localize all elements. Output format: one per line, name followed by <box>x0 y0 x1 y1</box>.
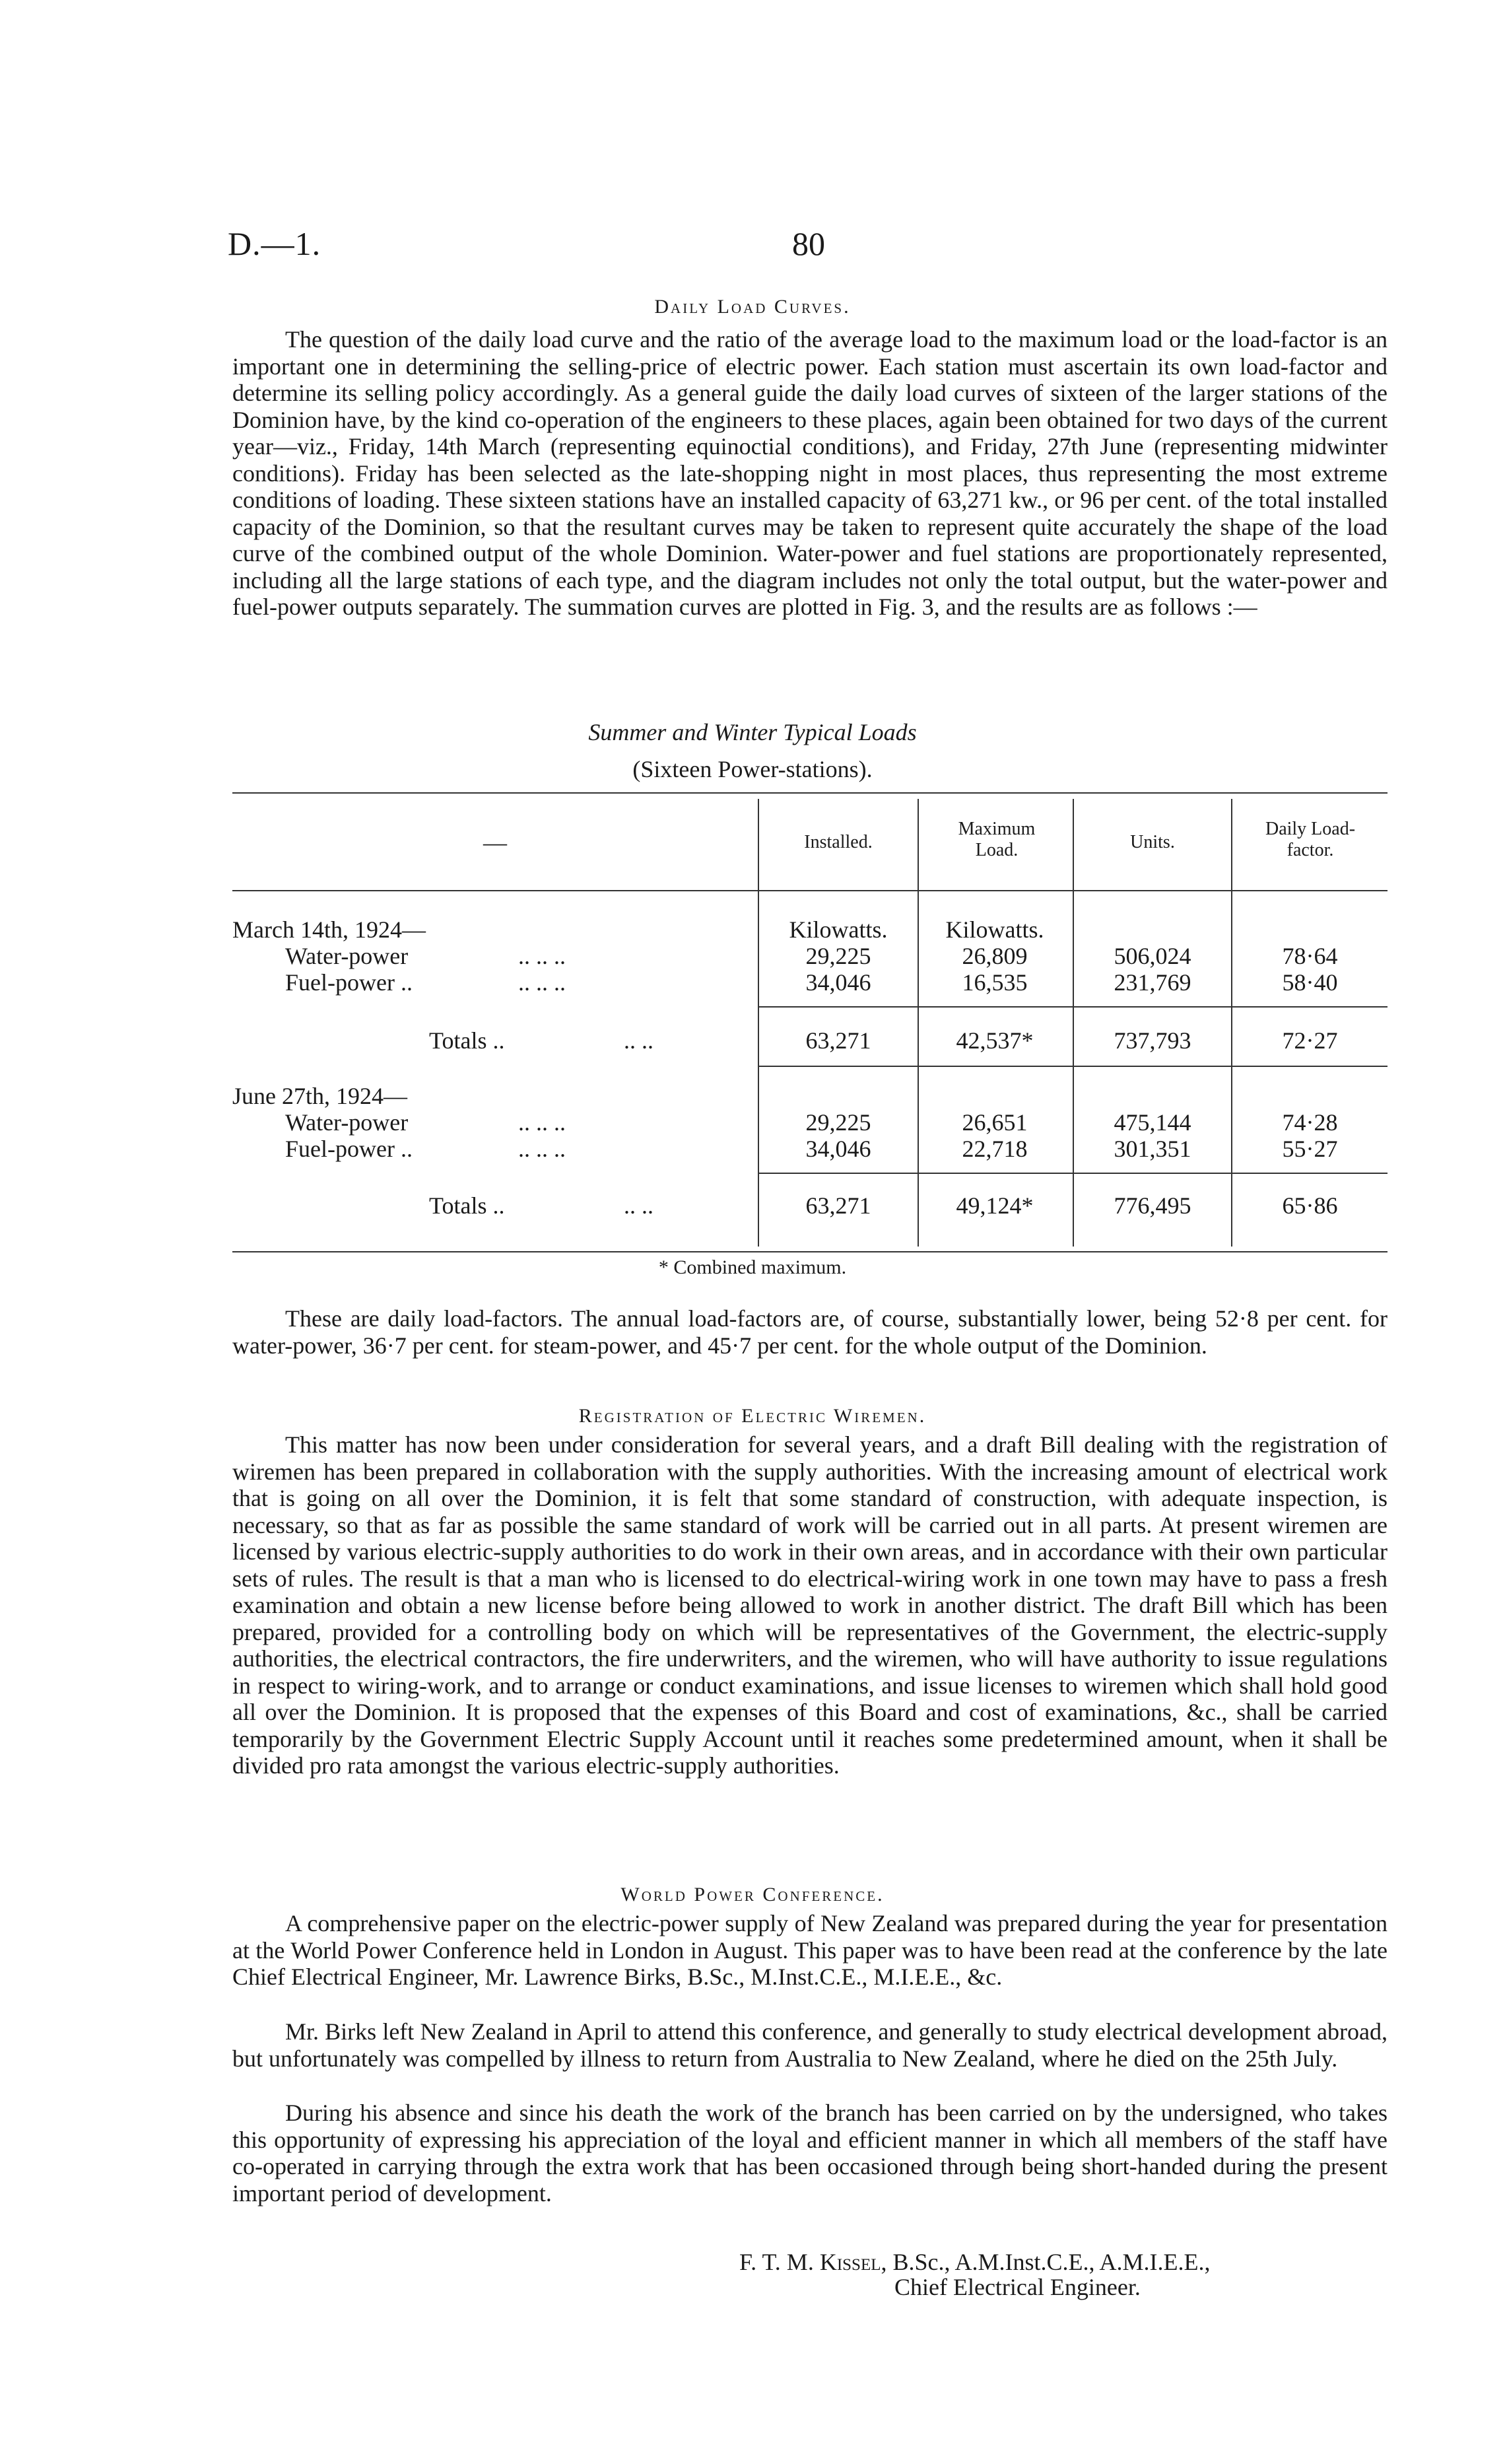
cell-installed: 63,271 <box>805 1027 871 1054</box>
table-bottom-rule <box>232 1251 1388 1252</box>
row-label: Totals .. <box>429 1192 505 1219</box>
header-maximum-load: Maximum Load. <box>958 819 1036 860</box>
row-label: Totals .. <box>429 1027 505 1054</box>
row-leaders: .. .. .. <box>518 969 566 996</box>
cell-units: 737,793 <box>1114 1027 1191 1054</box>
table-top-rule <box>232 792 1388 794</box>
section-heading-registration: Registration of Electric Wiremen. <box>578 1405 927 1427</box>
cell-maximum-load: 16,535 <box>962 969 1028 996</box>
row-leaders: .. .. .. <box>518 943 566 969</box>
cell-load-factor: 72·27 <box>1282 1027 1338 1054</box>
row-label: Water-power <box>285 1109 409 1136</box>
cell-load-factor: 78·64 <box>1282 943 1338 969</box>
cell-maximum-load: 49,124* <box>956 1192 1034 1219</box>
table-subtitle: (Sixteen Power-stations). <box>632 756 873 782</box>
document-code: D.—1. <box>228 225 321 262</box>
cell-installed: 29,225 <box>805 943 871 969</box>
cell-maximum-load: 42,537* <box>956 1027 1034 1054</box>
cell-load-factor: 55·27 <box>1282 1136 1338 1162</box>
units-maximum-load: Kilowatts. <box>945 916 1044 943</box>
cell-maximum-load: 26,651 <box>962 1109 1028 1136</box>
cell-installed: 34,046 <box>805 969 871 996</box>
cell-units: 301,351 <box>1114 1136 1191 1162</box>
cell-units: 475,144 <box>1114 1109 1191 1136</box>
paragraph-world-power-1: A comprehensive paper on the electric-power supply of New Zealand was prepared during the year for presentation at the World Power Conference held in London in August. This paper was to have been read at the conference by the late Chief Electrical Engineer, Mr. Lawrence Birks, B.Sc., M.Inst.C.E., M.I.E.E., &c. <box>232 1910 1388 1990</box>
page-number: 80 <box>792 225 825 262</box>
cell-installed: 29,225 <box>805 1109 871 1136</box>
section-heading-world-power: World Power Conference. <box>620 1884 885 1905</box>
group-label-march: March 14th, 1924— <box>232 916 426 943</box>
signature-line <box>739 2248 1211 2276</box>
column-divider <box>918 799 919 1247</box>
totals-rule <box>758 1066 1388 1067</box>
column-divider <box>1231 799 1232 1247</box>
cell-load-factor: 65·86 <box>1282 1192 1338 1219</box>
units-installed: Kilowatts. <box>789 916 888 943</box>
row-label: Fuel-power .. <box>285 1136 413 1162</box>
column-divider <box>758 799 759 1247</box>
paragraph-world-power-3: During his absence and since his death the work of the branch has been carried on by the undersigned, who takes this opportunity of expressing his appreciation of the loyal and efficient manner in which all members of the staff have co-operated in carrying through the extra work that has been occasioned through being short-handed during the present important period of development. <box>232 2100 1388 2207</box>
cell-units: 776,495 <box>1114 1192 1191 1219</box>
cell-installed: 34,046 <box>805 1136 871 1162</box>
paragraph-daily-load: The question of the daily load curve and the ratio of the average load to the maximum load or the load-factor is an important one in determining the selling-price of electric power. Each station must ascertain its own load-factor and determine its selling policy accordingly. As a general guide the daily load curves of sixteen of the larger stations of the Dominion have, by the kind co-operation of the engineers to these places, again been obtained for two days of the current year—viz., Friday, 14th March (representing equinoctial conditions), and Friday, 27th June (representing midwinter conditions). Friday has been selected as the late-shopping night in most places, thus representing the most extreme conditions of loading. These sixteen stations have an installed capacity of 63,271 kw., or 96 per cent. of the total installed capacity of the Dominion, so that the resultant curves may be taken to represent quite accurately the shape of the load curve of the combined output of the whole Dominion. Water-power and fuel stations are proportionately represented, including all the large stations of each type, and the diagram includes not only the total output, but the water-power and fuel-power outputs separately. The summation curves are plotted in Fig. 3, and the results are as follows :— <box>232 326 1388 620</box>
header-blank: — <box>483 829 507 856</box>
header-units: Units. <box>1130 832 1175 852</box>
row-label: Fuel-power .. <box>285 969 413 996</box>
column-divider <box>1073 799 1074 1247</box>
row-leaders: .. .. .. <box>518 1109 566 1136</box>
header-installed: Installed. <box>804 832 873 852</box>
cell-installed: 63,271 <box>805 1192 871 1219</box>
group-label-june: June 27th, 1924— <box>232 1083 407 1109</box>
paragraph-world-power-2: Mr. Birks left New Zealand in April to attend this conference, and generally to study electrical development abroad, but unfortunately was compelled by illness to return from Australia to New Zealand, where he died on the 25th July. <box>232 2018 1388 2072</box>
cell-units: 506,024 <box>1114 943 1191 969</box>
row-leaders: .. .. <box>624 1192 653 1219</box>
cell-maximum-load: 22,718 <box>962 1136 1028 1162</box>
signature-title: Chief Electrical Engineer. <box>894 2274 1141 2300</box>
cell-maximum-load: 26,809 <box>962 943 1028 969</box>
row-label: Water-power <box>285 943 409 969</box>
table-title: Summer and Winter Typical Loads <box>588 719 917 745</box>
header-daily-load-factor: Daily Load-factor. <box>1265 819 1356 860</box>
cell-load-factor: 58·40 <box>1282 969 1338 996</box>
signature-name: F. T. M. Kissel <box>739 2249 881 2275</box>
paragraph-registration: This matter has now been under consideration for several years, and a draft Bill dealing with the registration of wiremen has been prepared in collaboration with the supply authorities. With the increasing amount of electrical work that is going on all over the Dominion, it is felt that some standard of construction, with adequate inspection, is necessary, so that as far as possible the same standard of work will be carried out in all parts. At present wiremen are licensed by various electric-supply authorities to do work in their own areas, and in accordance with their own particular sets of rules. The result is that a man who is licensed to do electrical-wiring work in one town may have to pass a fresh examination and obtain a new license before being allowed to work in another district. The draft Bill which has been prepared, provided for a controlling body on which will be representatives of the Government, the electric-supply authorities, the electrical contractors, the fire underwriters, and the wiremen, who will have authority to issue regulations in respect to wiring-work, and to arrange or conduct examinations, and issue licenses to wiremen which shall hold good all over the Dominion. It is proposed that the expenses of this Board and cost of examinations, &c., shall be carried temporarily by the Government Electric Supply Account until it reaches some predetermined amount, when it shall be divided pro rata amongst the various electric-supply authorities. <box>232 1431 1388 1779</box>
row-leaders: .. .. <box>624 1027 653 1054</box>
row-leaders: .. .. .. <box>518 1136 566 1162</box>
table-footnote: * Combined maximum. <box>658 1256 847 1278</box>
cell-load-factor: 74·28 <box>1282 1109 1338 1136</box>
paragraph-annual-load-factors: These are daily load-factors. The annual load-factors are, of course, substantially lower, being 52·8 per cent. for water-power, 36·7 per cent. for steam-power, and 45·7 per cent. for the whole output of the Dominion. <box>232 1305 1388 1359</box>
signature-credentials: , B.Sc., A.M.Inst.C.E., A.M.I.E.E., <box>881 2249 1211 2275</box>
cell-units: 231,769 <box>1114 969 1191 996</box>
table-header-rule <box>232 890 1388 891</box>
totals-rule <box>758 1173 1388 1174</box>
totals-rule <box>758 1006 1388 1008</box>
section-heading-daily-load: Daily Load Curves. <box>654 296 851 318</box>
